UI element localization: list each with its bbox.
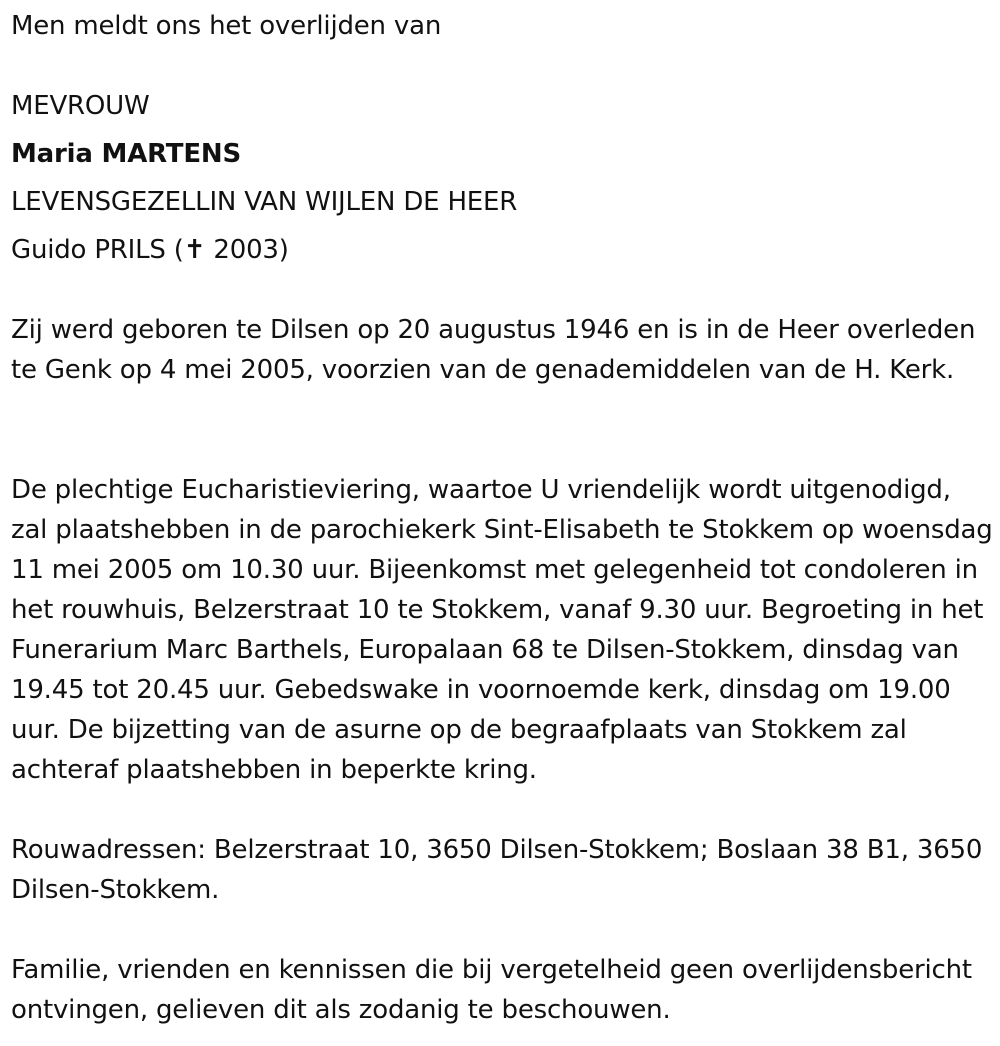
paragraph-addresses: Rouwadressen: Belzerstraat 10, 3650 Dilsen-Stokkem; Boslaan 38 B1, 3650 Dilsen-Stokkem.: [11, 835, 983, 905]
intro-line: Men meldt ons het overlijden van: [11, 11, 442, 41]
paragraph-ceremony: De plechtige Eucharistieviering, waartoe U vriendelijk wordt uitgenodigd, zal plaatshebben in de parochiekerk Sint-Elisabeth te Stokkem op woensdag 11 mei 2005 om 10.30 uur. Bijeenkomst met gelegenheid tot condoleren in het rouwhuis, Belzerstraat 10 te Stokkem, vanaf 9.30 uur. Begroeting in het Funerarium Marc Barthels, Europalaan 68 te Dilsen-Stokkem, dinsdag van 19.45 tot 20.45 uur. Gebedswake in voornoemde kerk, dinsdag om 19.00 uur. De bijzetting van de asurne op de begraafplaats van Stokkem zal achteraf plaatshebben in beperkte kring.: [11, 475, 993, 785]
partner-name: Guido PRILS (✝ 2003): [11, 235, 289, 265]
paragraph-closing: Familie, vrienden en kennissen die bij vergetelheid geen overlijdensbericht ontvingen, gelieven dit als zodanig te beschouwen.: [11, 955, 972, 1025]
honorific-title: MEVROUW: [11, 91, 150, 121]
deceased-name: Maria MARTENS: [11, 139, 241, 169]
relationship-line: LEVENSGEZELLIN VAN WIJLEN DE HEER: [11, 187, 518, 217]
paragraph-birth-death: Zij werd geboren te Dilsen op 20 augustus 1946 en is in de Heer overleden te Genk op 4 mei 2005, voorzien van de genademiddelen van de H. Kerk.: [11, 315, 976, 385]
